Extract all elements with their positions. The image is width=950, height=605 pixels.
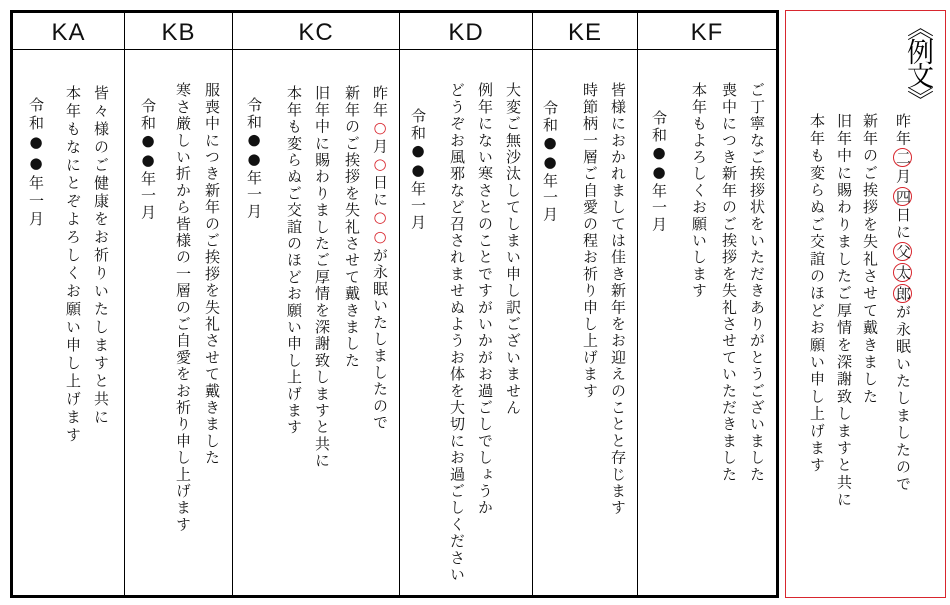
column-header-kb: KB xyxy=(125,13,232,50)
column-header-kd: KD xyxy=(400,13,532,50)
message-line: 大変ご無沙汰してしまい申し訳ございません xyxy=(504,82,522,416)
message-line: 時節柄一層ご自愛の程お祈り申し上げます xyxy=(581,82,599,400)
circled-character: 郎 xyxy=(894,286,912,302)
column-header-ka: KA xyxy=(13,13,124,50)
message-line: 服喪中につき新年のご挨拶を失礼させて戴きました xyxy=(203,82,221,467)
message-line: 例年にない寒さとのことですがいかがお過ごしでしょうか xyxy=(476,82,494,517)
message-line: 新年のご挨拶を失礼させて戴きました xyxy=(343,85,361,369)
message-fragment: 日に xyxy=(371,174,389,208)
placeholder-circle: ○○ xyxy=(371,207,389,248)
example-line: 旧年中に賜わりましたご厚情を深謝致しますと共に xyxy=(835,113,853,509)
example-line: 新年のご挨拶を失礼させて戴きました xyxy=(861,113,879,406)
message-fragment: 昨年 xyxy=(894,113,912,148)
column-header-ke: KE xyxy=(533,13,637,50)
message-line: ご丁寧なご挨拶状をいただきありがとうございました xyxy=(748,82,766,483)
column-ka xyxy=(13,13,125,595)
example-box xyxy=(785,10,946,598)
message-fragment: が永眠いたしましたので xyxy=(371,247,389,432)
circled-character: 二 xyxy=(894,150,912,166)
circled-character: 父 xyxy=(894,244,912,260)
message-line: 本年もよろしくお願いします xyxy=(690,82,708,300)
message-line: 皆様におかれましては佳き新年をお迎えのことと存じます xyxy=(609,82,627,517)
message-fragment: 月 xyxy=(894,168,912,186)
message-fragment: が永眠いたしましたので xyxy=(894,304,912,494)
date-line: 令和●●年一月 xyxy=(409,108,427,231)
placeholder-circle: ○ xyxy=(371,118,389,139)
column-kb xyxy=(125,13,233,595)
date-line: 令和●●年一月 xyxy=(139,98,157,221)
message-line: 喪中につき新年のご挨拶を失礼させていただきました xyxy=(720,82,738,483)
message-line: 本年も変らぬご交誼のほどお願い申し上げます xyxy=(285,85,303,436)
column-header-kf: KF xyxy=(638,13,776,50)
column-kc xyxy=(233,13,400,595)
message-fragment: 日に xyxy=(894,206,912,242)
message-line: どうぞお風邪など召されませぬようお体を大切にお過ごしください xyxy=(448,82,466,583)
date-line: 令和●●年一月 xyxy=(650,110,668,233)
column-header-kc: KC xyxy=(233,13,399,50)
message-line-with-placeholders xyxy=(372,85,388,431)
circled-character: 四 xyxy=(894,188,912,204)
template-table xyxy=(10,10,779,598)
circled-character: 太 xyxy=(894,265,912,281)
column-kf xyxy=(638,13,776,595)
column-ke xyxy=(533,13,638,595)
message-line: 寒さ厳しい折から皆様の一層のご自愛をお祈り申し上げます xyxy=(174,82,192,533)
date-line: 令和●●年一月 xyxy=(245,97,263,220)
example-line-with-circled-characters xyxy=(893,113,912,493)
date-line: 令和●●年一月 xyxy=(541,100,559,223)
message-line: 本年もなにとぞよろしくお願い申し上げます xyxy=(64,85,82,445)
message-line: 皆々様のご健康をお祈りいたしますと共に xyxy=(92,85,110,427)
column-kd xyxy=(400,13,533,595)
date-line: 令和●●年一月 xyxy=(27,97,45,229)
placeholder-circle: ○ xyxy=(371,154,389,175)
example-line: 本年も変らぬご交誼のほどお願い申し上げます xyxy=(808,113,826,475)
message-line: 旧年中に賜わりましたご厚情を深謝致しますと共に xyxy=(313,85,331,470)
message-fragment: 昨年 xyxy=(371,85,389,119)
example-title: 《例文》 xyxy=(902,14,933,110)
message-fragment: 月 xyxy=(371,138,389,155)
